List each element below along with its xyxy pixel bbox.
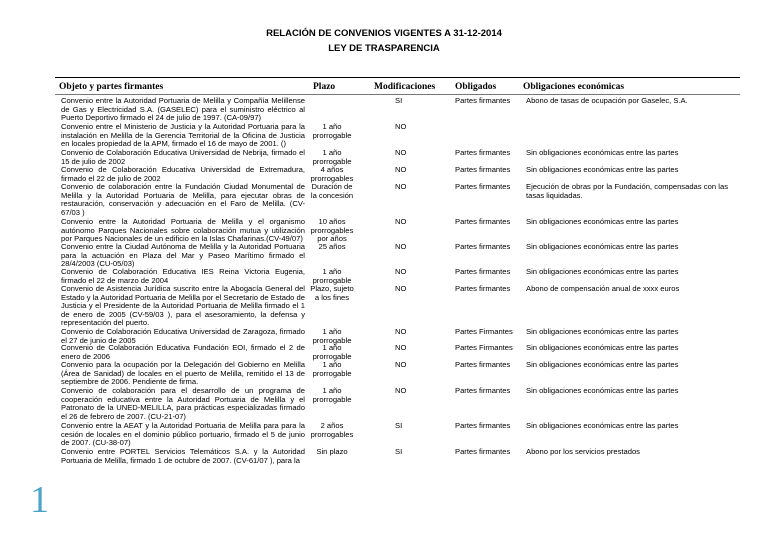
row-modificaciones: NO — [395, 284, 407, 293]
row-modificaciones: NO — [395, 343, 407, 352]
row-objeto: Convenio de Asistencia Jurídica suscrito entre la Abogacía General del Estado y la Autoridad Portuaria de Melilla por el Secretario de Estado de Justicia y el Presidente de la Autoridad Portuaria de Melilla firmado el 1 de enero de 2005 (CV-59/03 ), para el asesoramiento, la defensa y representación del puerto. — [61, 284, 305, 328]
header-obligaciones: Obligaciones económicas — [523, 82, 625, 92]
row-modificaciones: NO — [395, 242, 407, 251]
row-obligaciones: Sin obligaciones económicas entre las partes — [526, 421, 679, 430]
row-objeto: Convenio para la ocupación por la Delegación del Gobierno en Melilla (Área de Sanidad) de locales en el puerto de Melilla, remitido el 13 de septiembre de 2006. Pendiente de firma. — [61, 360, 305, 387]
row-obligaciones: Abono de compensación anual de xxxx euros — [526, 284, 680, 293]
row-objeto: Convenio entre la Autoridad Portuaria de Melilla y Compañía Melillense de Gas y Electricidad S.A. (GASELEC) para el suministro eléctrico al Puerto Deportivo firmado el 24 de julio de 1997. (CA-09/97) — [61, 96, 305, 123]
document-title-line-2: LEY DE TRASPARENCIA — [328, 43, 440, 54]
header-obligados: Obligados — [455, 82, 497, 92]
row-obligados: Partes Firmantes — [455, 327, 513, 336]
row-obligaciones: Sin obligaciones económicas entre las partes — [526, 242, 679, 251]
row-obligados: Partes firmantes — [455, 447, 511, 456]
row-objeto: Convenio entre la Autoridad Portuaria de Melilla y el organismo autónomo Parques Nacionales sobre colaboración mutua y utilización por Parques Nacionales de un edificio en la Islas Chafarinas.(CV-49/07) — [61, 217, 305, 244]
row-obligaciones: Abono por los servicios prestados — [526, 447, 640, 456]
row-obligados: Partes firmantes — [455, 148, 511, 157]
row-plazo: 25 años — [318, 242, 346, 251]
row-objeto: Convenio entre PORTEL Servicios Telemáticos S.A. y la Autoridad Portuaria de Melilla, firmado 1 de octubre de 2007. (CV-61/07 ), para la — [61, 447, 305, 465]
row-modificaciones: NO — [395, 217, 407, 226]
row-modificaciones: NO — [395, 122, 407, 131]
table-top-border — [55, 77, 740, 78]
row-plazo: 1 año prorrogable — [312, 122, 352, 140]
row-objeto: Convenio de Colaboración Educativa Universidad de Nebrija, firmado el 15 de julio de 2002 — [61, 148, 305, 166]
row-obligaciones: Sin obligaciones económicas entre las partes — [526, 267, 679, 276]
header-bottom-border — [55, 94, 740, 95]
row-modificaciones: NO — [395, 267, 407, 276]
row-objeto: Convenio de colaboración para el desarrollo de un programa de cooperación educativa entre la Autoridad Portuaria de Melilla y el Patronato de la UNED-MELILLA, para prácticas especializadas firmado el 26 de febrero de 2007. (CU-21-07) — [61, 386, 305, 421]
row-objeto: Convenio de Colaboración Educativa IES Reina Victoria Eugenia, firmado el 22 de marzo de 2004 — [61, 267, 305, 285]
row-plazo: 1 año prorrogable — [312, 267, 352, 285]
row-modificaciones: NO — [395, 327, 407, 336]
row-plazo: 1 año prorrogable — [312, 386, 352, 404]
row-obligados: Partes firmantes — [455, 242, 511, 251]
row-plazo: 4 años prorrogables — [310, 165, 354, 183]
row-objeto: Convenio de Colaboración Educativa Universidad de Extremadura, firmado el 22 de julio de 2002 — [61, 165, 305, 183]
row-obligados: Partes firmantes — [455, 386, 511, 395]
row-modificaciones: SI — [395, 447, 403, 456]
row-modificaciones: SI — [395, 421, 403, 430]
row-plazo: 1 año prorrogable — [312, 148, 352, 166]
row-plazo: 2 años prorrogables — [310, 421, 354, 439]
row-plazo: 10 años prorrogables por años — [310, 217, 354, 244]
row-obligaciones: Sin obligaciones económicas entre las partes — [526, 360, 679, 369]
header-plazo: Plazo — [313, 82, 336, 92]
row-obligados: Partes firmantes — [455, 284, 511, 293]
row-objeto: Convenio de Colaboración Educativa Universidad de Zaragoza, firmado el 27 de junio de 2005 — [61, 327, 305, 345]
document-title-line-1: RELACIÓN DE CONVENIOS VIGENTES A 31-12-2014 — [266, 28, 502, 39]
row-modificaciones: NO — [395, 386, 407, 395]
row-plazo: Plazo, sujeto a los fines — [310, 284, 354, 302]
row-obligados: Partes firmantes — [455, 421, 511, 430]
row-obligados: Partes firmantes — [455, 217, 511, 226]
row-obligaciones: Abono de tasas de ocupación por Gaselec, S.A. — [526, 96, 688, 105]
row-obligaciones: Ejecución de obras por la Fundación, compensadas con las tasas liquidadas. — [526, 182, 728, 200]
row-plazo: Duración de la concesión — [310, 182, 354, 200]
row-obligados: Partes firmantes — [455, 96, 511, 105]
row-objeto: Convenio entre la Ciudad Autónoma de Melilla y la Autoridad Portuaria para la actuación en Plaza del Mar y Paseo Marítimo firmado el 28/4/2003 (CU-05/03) — [61, 242, 305, 269]
row-obligaciones: Sin obligaciones económicas entre las partes — [526, 165, 679, 174]
row-modificaciones: SI — [395, 96, 403, 105]
row-plazo: 1 año prorrogable — [312, 343, 352, 361]
row-modificaciones: NO — [395, 360, 407, 369]
row-obligados: Partes firmantes — [455, 267, 511, 276]
row-plazo: Sin plazo — [316, 447, 348, 456]
row-obligados: Partes firmantes — [455, 165, 511, 174]
row-obligaciones: Sin obligaciones económicas entre las partes — [526, 386, 679, 395]
row-objeto: Convenio entre la AEAT y la Autoridad Portuaria de Melilla para para la cesión de locales en el dominio público portuario, firmado el 5 de junio de 2007. (CU-38-07) — [61, 421, 305, 448]
row-obligados: Partes firmantes — [455, 182, 511, 191]
row-modificaciones: NO — [395, 182, 407, 191]
row-plazo: 1 año prorrogable — [312, 327, 352, 345]
row-plazo: 1 año prorrogable — [312, 360, 352, 378]
row-modificaciones: NO — [395, 165, 407, 174]
row-objeto: Convenio de colaboración entre la Fundación Ciudad Monumental de Melilla y la Autoridad Portuaria de Melilla, para ejecutar obras de restauración, conservación y adecuación en el Faro de Melilla. (CV-67/03 ) — [61, 182, 305, 217]
row-obligaciones: Sin obligaciones económicas entre las partes — [526, 327, 679, 336]
page-number: 1 — [30, 479, 49, 521]
header-objeto: Objeto y partes firmantes — [59, 82, 164, 92]
row-modificaciones: NO — [395, 148, 407, 157]
row-obligaciones: Sin obligaciones económicas entre las partes — [526, 148, 679, 157]
row-objeto: Convenio entre el Ministerio de Justicia y la Autoridad Portuaria para la instalación en Melilla de la Gerencia Territorial de la Oficina de Justicia en locales propiedad de la APM, firmado el 16 de mayo de 2001. () — [61, 122, 305, 149]
row-objeto: Convenio de Colaboración Educativa Fundación EOI, firmado el 2 de enero de 2006 — [61, 343, 305, 361]
header-modificaciones: Modificaciones — [374, 82, 436, 92]
row-obligaciones: Sin obligaciones económicas entre las partes — [526, 343, 679, 352]
row-obligaciones: Sin obligaciones económicas entre las partes — [526, 217, 679, 226]
row-obligados: Partes firmantes — [455, 360, 511, 369]
row-obligados: Partes Firmantes — [455, 343, 513, 352]
